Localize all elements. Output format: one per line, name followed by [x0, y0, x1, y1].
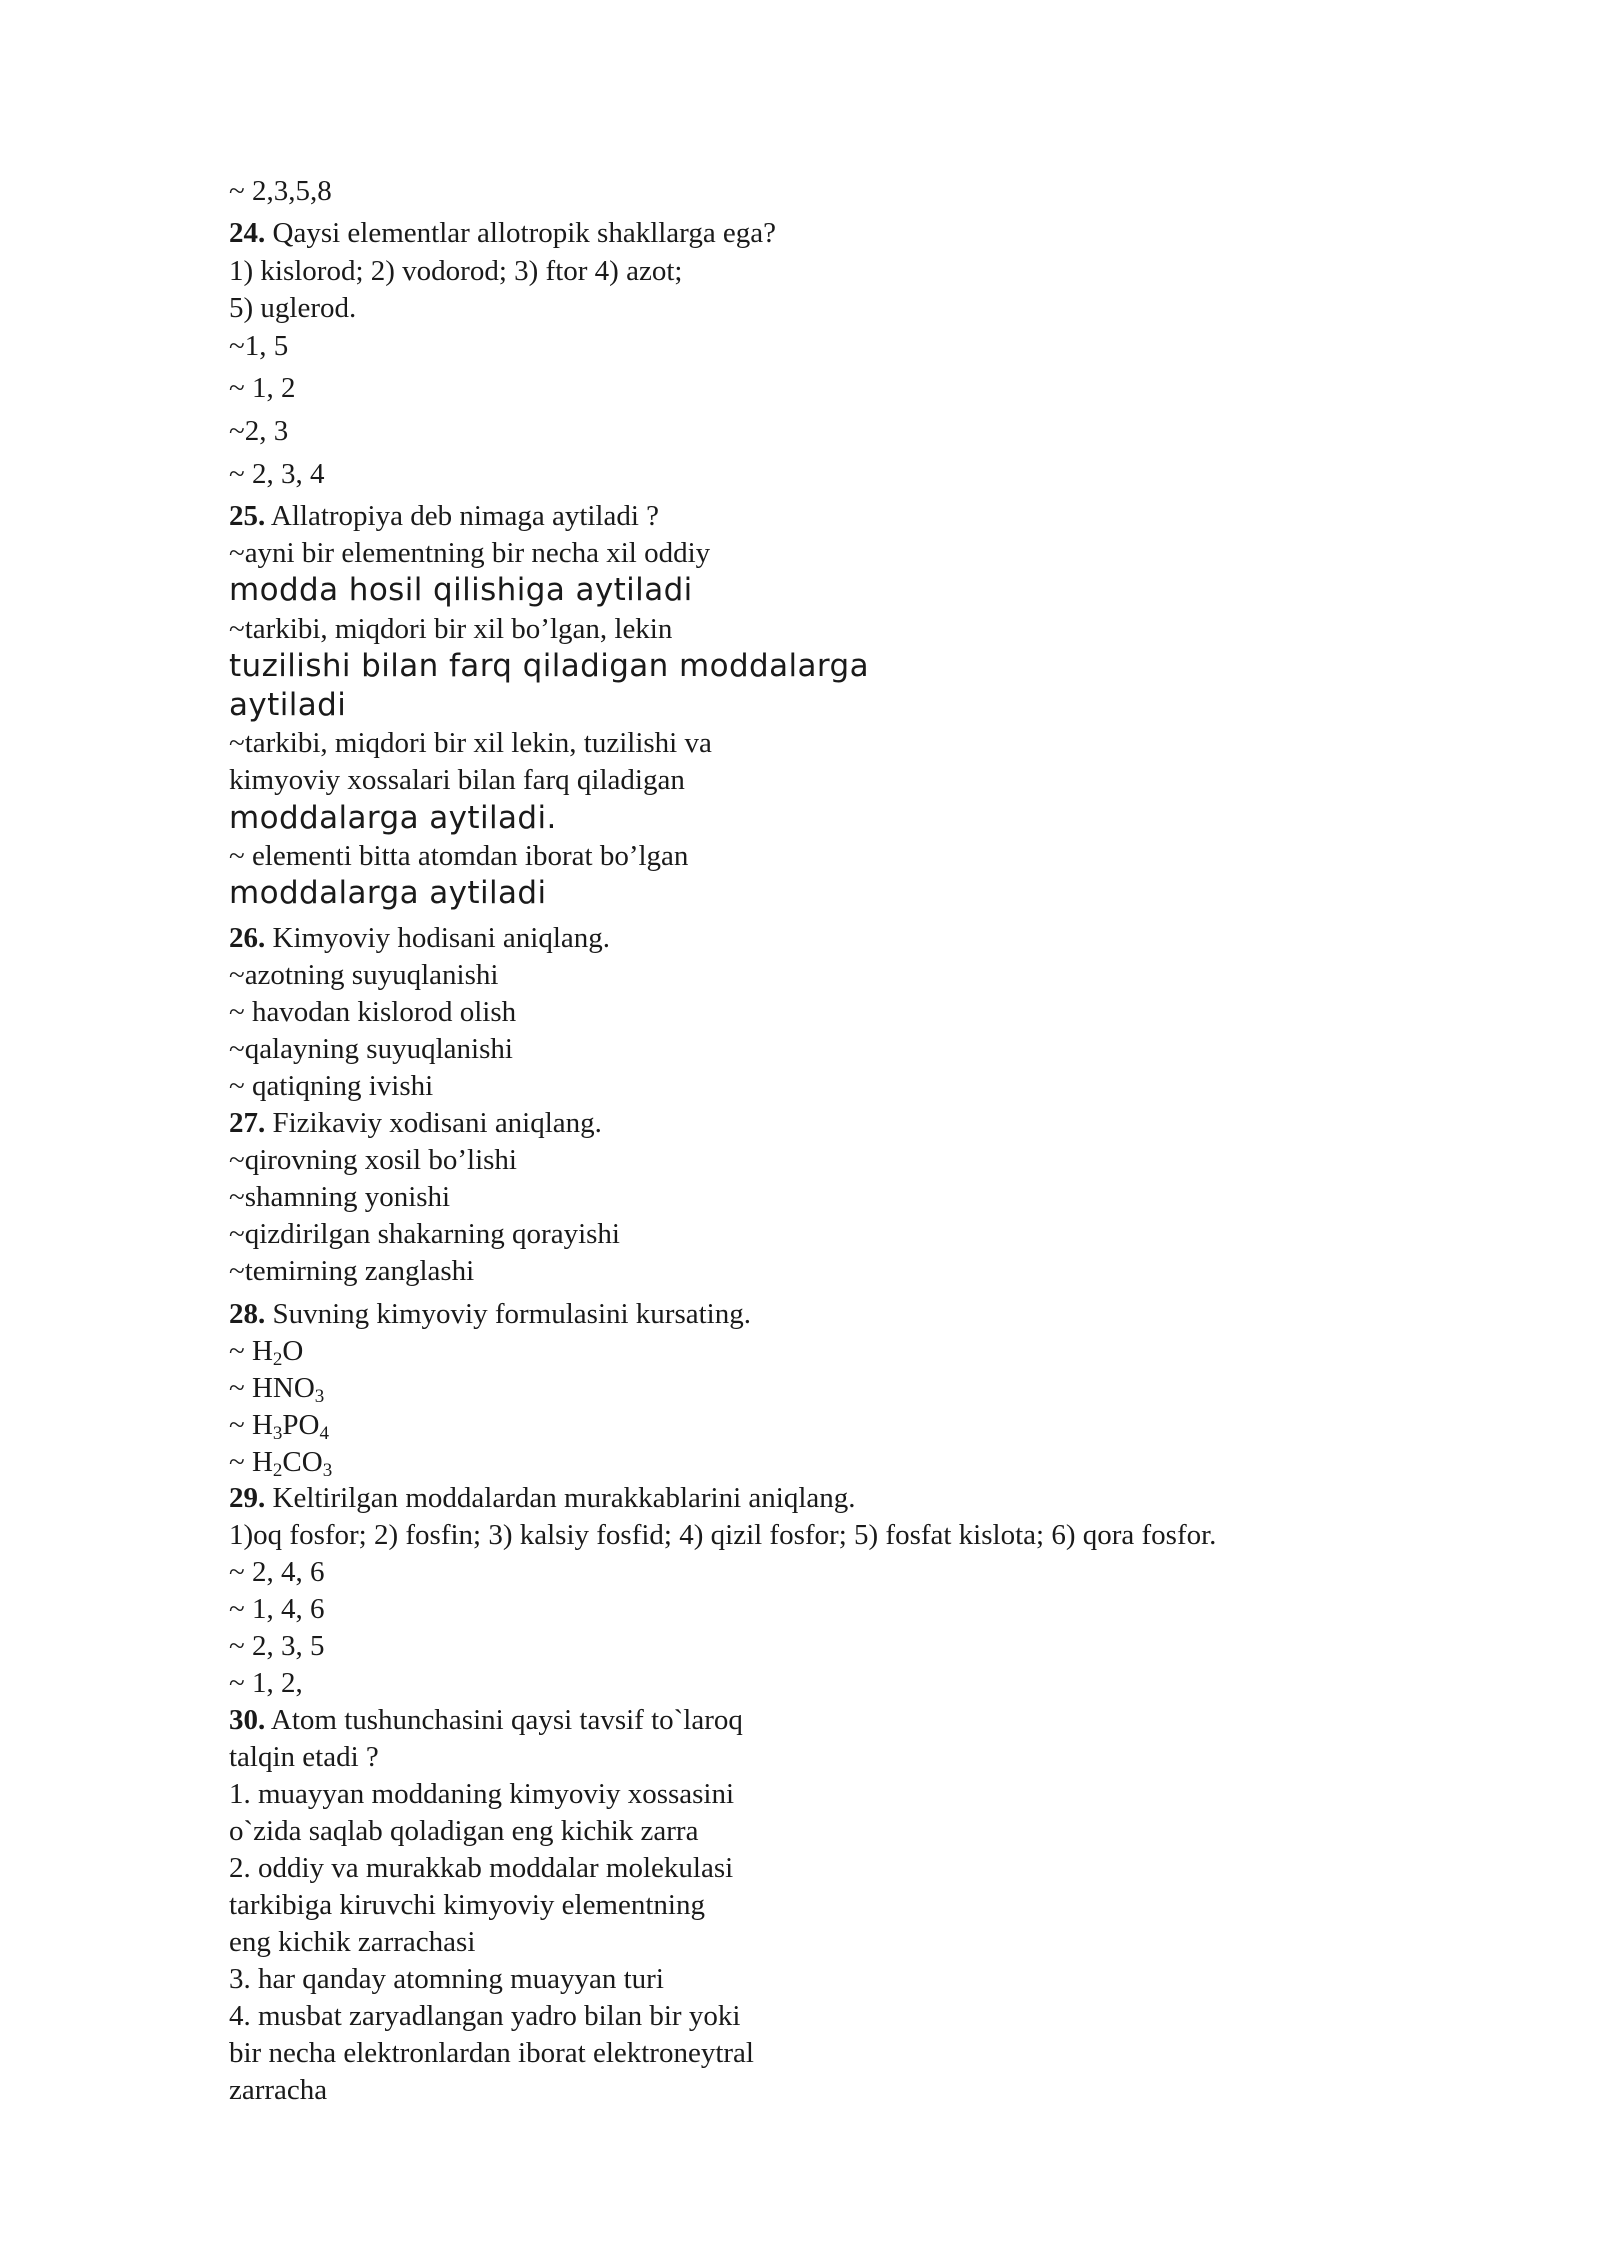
answer-option: ~shamning yonishi [229, 1181, 451, 1213]
question-text-line: 1) kislorod; 2) vodorod; 3) ftor 4) azot; [229, 255, 683, 287]
formula-option: ~ $H_2O$ [229, 1335, 304, 1370]
answer-option: 2. oddiy va murakkab moddalar molekulasi [229, 1852, 734, 1884]
answer-option: ~ qatiqning ivishi [229, 1070, 434, 1102]
answer-option: ~ayni bir elementning bir necha xil oddiy [229, 537, 711, 569]
answer-option: ~ 1, 2, [229, 1667, 303, 1699]
question-number: 24. [229, 217, 266, 249]
question-number: 29. [229, 1482, 266, 1514]
question-29: 29. Keltirilgan moddalardan murakkablarini aniqlang. [229, 1482, 856, 1514]
question-number: 27. [229, 1107, 266, 1139]
answer-option-continued: eng kichik zarrachasi [229, 1926, 476, 1958]
formula-option: ~ $H_3PO_4$ [229, 1409, 329, 1444]
answer-option: ~qirovning xosil bo’lishi [229, 1144, 517, 1176]
answer-option: ~qizdirilgan shakarning qorayishi [229, 1218, 620, 1250]
answer-option: 3. har qanday atomning muayyan turi [229, 1963, 664, 1995]
answer-option-continued: tuzilishi bilan farq qiladigan moddalarga [229, 648, 869, 684]
question-text-line: 1)oq fosfor; 2) fosfin; 3) kalsiy fosfid; 4) qizil fosfor; 5) fosfat kislota; 6) qora fosfor. [229, 1519, 1217, 1551]
question-27: 27. Fizikaviy xodisani aniqlang. [229, 1107, 602, 1139]
question-26: 26. Kimyoviy hodisani aniqlang. [229, 922, 610, 954]
answer-option-continued: moddalarga aytiladi [229, 875, 547, 911]
answer-option: ~ 2,3,5,8 [229, 175, 332, 207]
question-24: 24. Qaysi elementlar allotropik shakllarga ega? [229, 217, 777, 249]
question-number: 25. [229, 500, 266, 532]
answer-option: ~ havodan kislorod olish [229, 996, 517, 1028]
answer-option-continued: tarkibiga kiruvchi kimyoviy elementning [229, 1889, 705, 1921]
question-text-line: 5) uglerod. [229, 292, 357, 324]
question-number: 30. [229, 1704, 266, 1736]
answer-option-continued: kimyoviy xossalari bilan farq qiladigan [229, 764, 685, 796]
answer-option-continued: modda hosil qilishiga aytiladi [229, 572, 693, 608]
answer-option: ~ 2, 3, 4 [229, 458, 325, 490]
question-28: 28. Suvning kimyoviy formulasini kursating. [229, 1298, 751, 1330]
answer-option: ~tarkibi, miqdori bir xil lekin, tuzilishi va [229, 727, 712, 759]
question-30: 30. Atom tushunchasini qaysi tavsif to`laroq [229, 1704, 743, 1736]
answer-option: 4. musbat zaryadlangan yadro bilan bir yoki [229, 2000, 741, 2032]
question-number: 28. [229, 1298, 266, 1330]
formula-option: ~ $H_2CO_3$ [229, 1446, 333, 1481]
answer-option: ~ elementi bitta atomdan iborat bo’lgan [229, 840, 689, 872]
answer-option: ~ 2, 3, 5 [229, 1630, 325, 1662]
answer-option: ~ 1, 2 [229, 372, 296, 404]
answer-option-continued: moddalarga aytiladi. [229, 800, 557, 836]
question-text-line: talqin etadi ? [229, 1741, 379, 1773]
answer-option: ~qalayning suyuqlanishi [229, 1033, 513, 1065]
answer-option: ~ 2, 4, 6 [229, 1556, 325, 1588]
answer-option: ~temirning zanglashi [229, 1255, 475, 1287]
answer-option-continued: aytiladi [229, 687, 347, 723]
answer-option: ~tarkibi, miqdori bir xil bo’lgan, lekin [229, 613, 673, 645]
answer-option: ~2, 3 [229, 415, 289, 447]
question-number: 26. [229, 922, 266, 954]
formula-option: ~ $HNO_3$ [229, 1372, 325, 1407]
answer-option: ~azotning suyuqlanishi [229, 959, 499, 991]
answer-option: ~ 1, 4, 6 [229, 1593, 325, 1625]
answer-option: ~1, 5 [229, 330, 289, 362]
question-25: 25. Allatropiya deb nimaga aytiladi ? [229, 500, 660, 532]
answer-option: 1. muayyan moddaning kimyoviy xossasini [229, 1778, 735, 1810]
answer-option-continued: zarracha [229, 2074, 328, 2106]
answer-option-continued: o`zida saqlab qoladigan eng kichik zarra [229, 1815, 699, 1847]
answer-option-continued: bir necha elektronlardan iborat elektroneytral [229, 2037, 754, 2069]
